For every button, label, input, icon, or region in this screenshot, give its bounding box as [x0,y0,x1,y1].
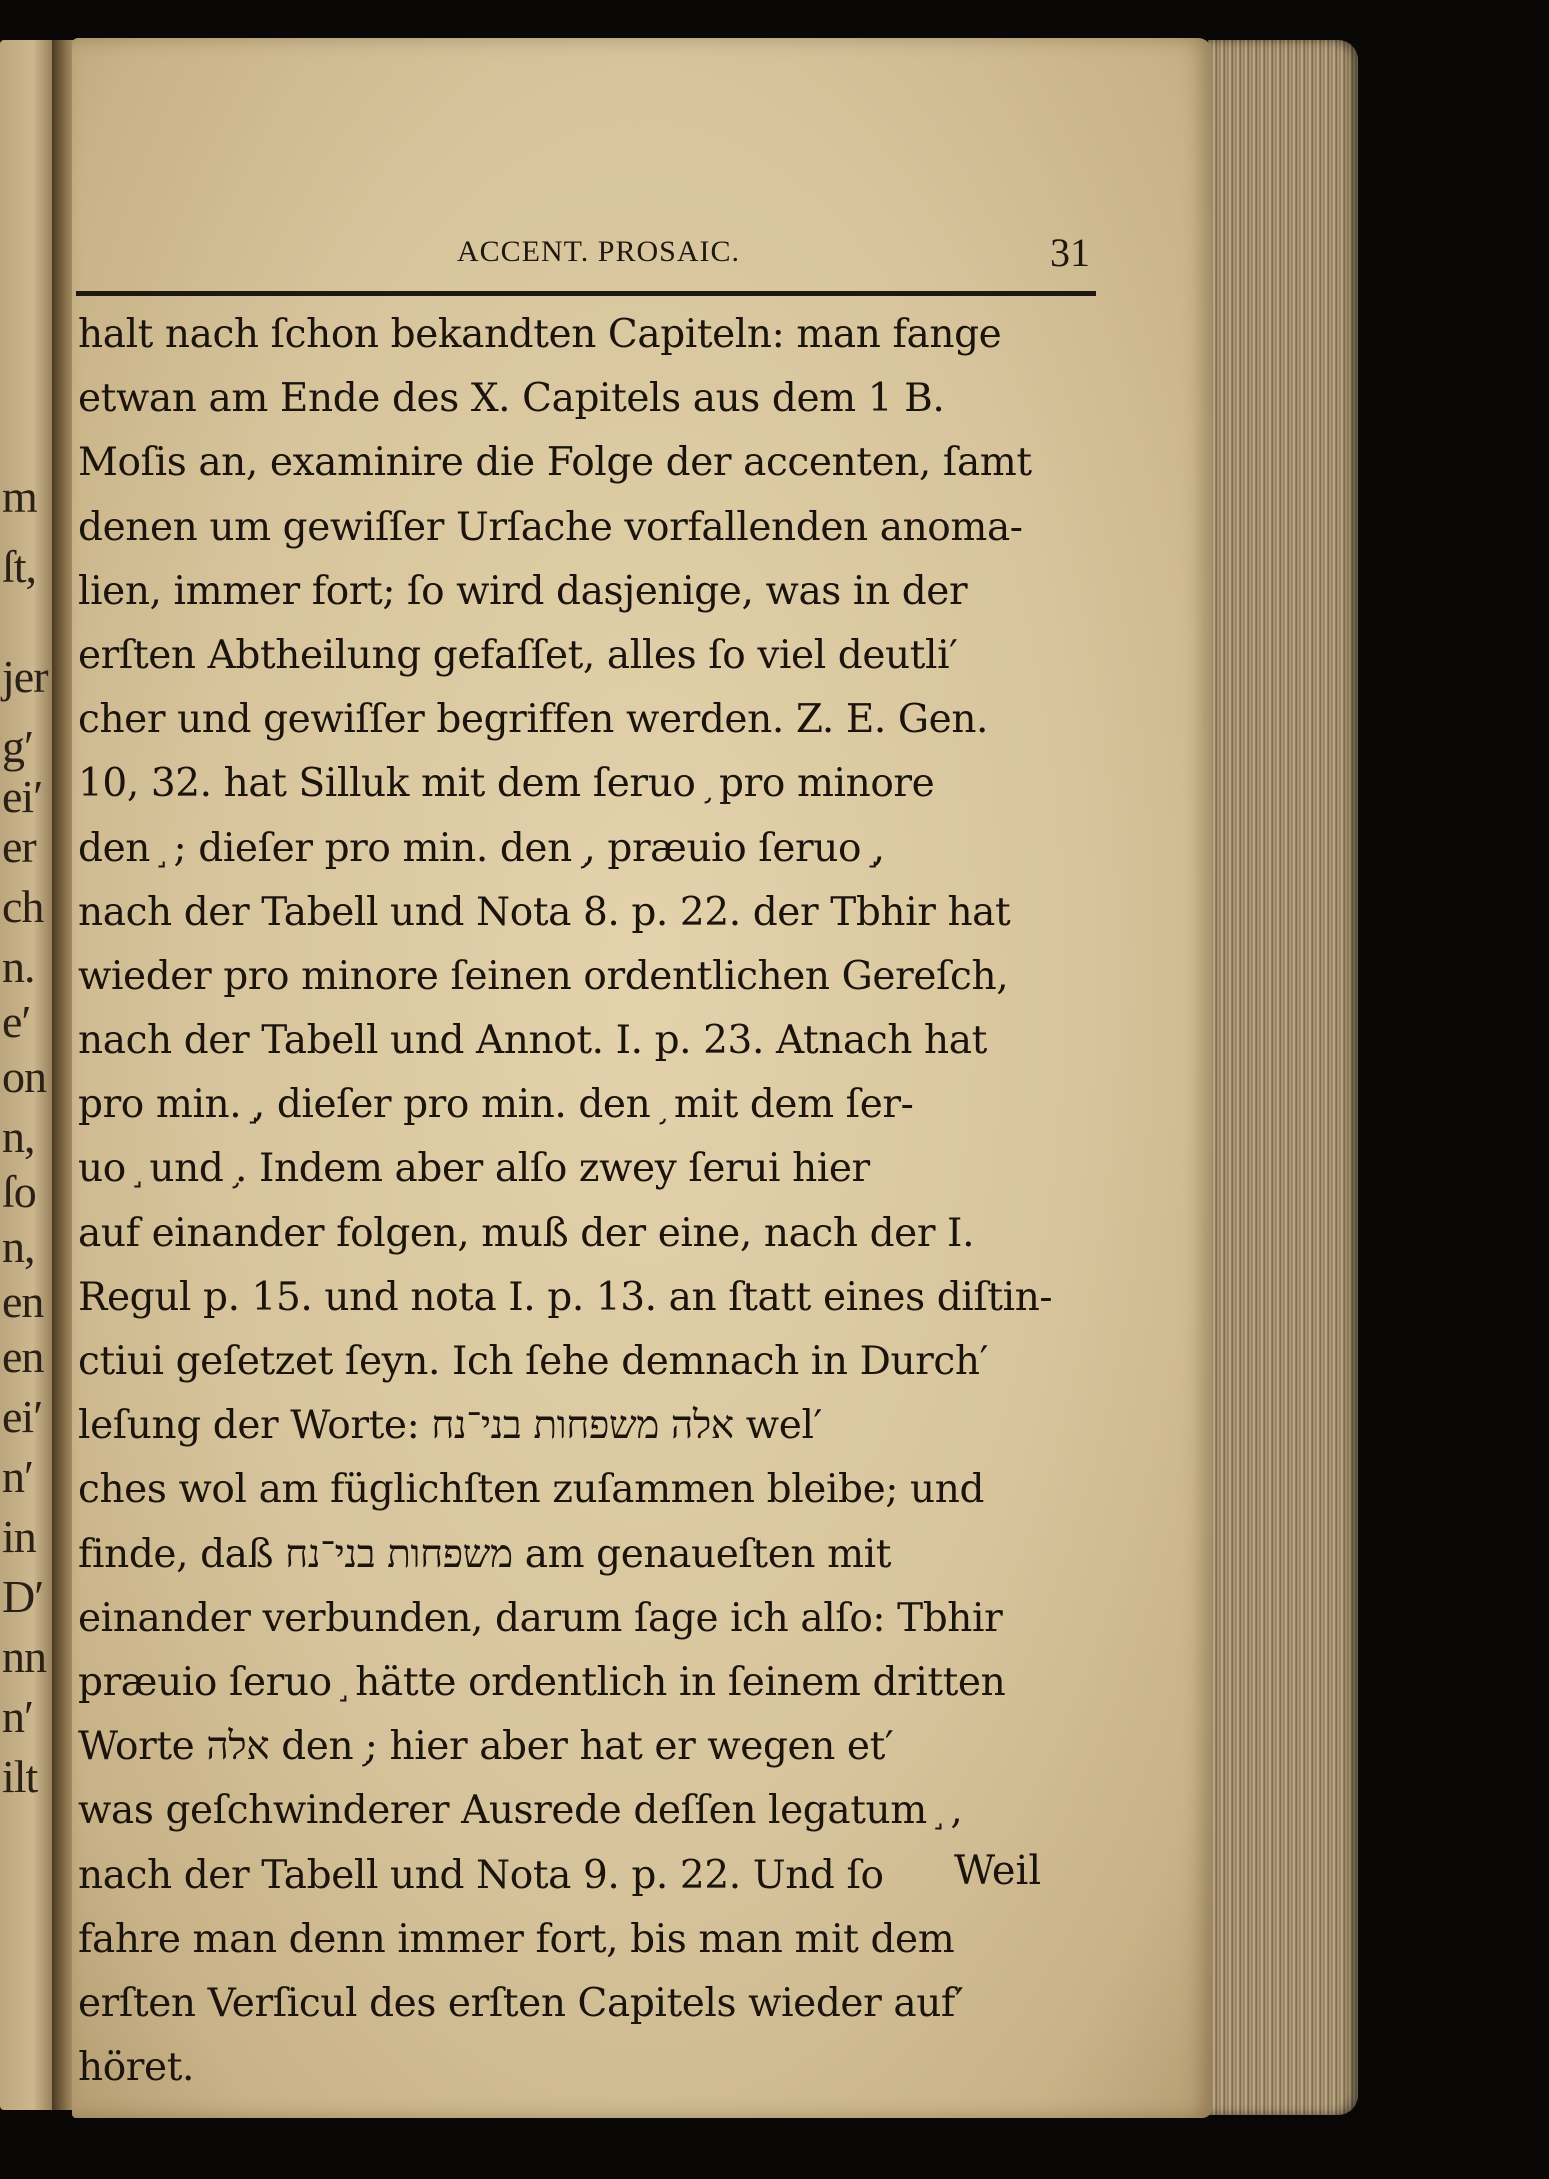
book-page [72,38,1212,2118]
text-line: den ֣ ; dieſer pro min. den ֥, præuio ſeruo ֣, [78,825,885,871]
text-line: ches wol am füglichſten zuſammen bleibe; und [78,1467,985,1513]
text-line: uo ֣ und ֥. Indem aber alſo zwey ſerui hier [78,1146,870,1192]
text-line: Moſis an, examinire die Folge der accenten, ſamt [78,440,1032,486]
facing-page-fragment: n′ [2,1691,34,1742]
facing-page-fragment: n, [2,1111,35,1162]
text-line: Regul p. 15. und nota I. p. 13. an ſtatt eines diſtin- [78,1274,1053,1320]
facing-page-fragment: in [2,1511,36,1562]
facing-page-fragment: en [2,1276,44,1327]
body-text [78,303,1053,2100]
facing-page-fragment: en [2,1331,44,1382]
text-line: halt nach ſchon bekandten Capiteln: man fange [78,312,1002,357]
text-line: ctiui geſetzet ſeyn. Ich ſehe demnach in Durch′ [78,1339,989,1384]
facing-page-fragment: nn [2,1631,46,1682]
text-line: nach der Tabell und Nota 8. p. 22. der Tbhir hat [78,889,1011,935]
facing-page-fragment: m [2,471,37,522]
text-line: erſten Verſicul des erſten Capitels wieder auf′ [78,1980,964,2026]
facing-page-fragment: g′ [2,721,34,772]
text-line: was geſchwinderer Ausrede deſſen legatum ֣ , [78,1788,963,1834]
facing-page-fragment: D′ [2,1571,44,1622]
facing-page-fragment: n. [2,941,35,992]
page-number: 31 [1050,230,1090,275]
page-header [72,230,1212,295]
facing-page-edge [0,40,55,2110]
facing-page-fragment: er [2,821,36,872]
text-line: wieder pro minore ſeinen ordentlichen Gereſch, [78,953,1009,999]
facing-page-fragment: n′ [2,1451,34,1502]
text-line: etwan am Ende des X. Capitels aus dem 1 B. [78,376,945,422]
facing-page-fragment: n, [2,1221,35,1272]
text-line: Worte אלה den ֥; hier aber hat er wegen et′ [78,1724,894,1770]
page-edges [1208,40,1358,2115]
facing-page-fragment: ei′ [2,771,43,822]
catchword: Weil [954,1848,1042,1894]
text-line: fahre man denn immer fort, bis man mit dem [78,1916,955,1962]
facing-page-fragment: ſo [2,1166,36,1217]
facing-page-fragment: ilt [2,1751,38,1802]
facing-page-fragment: ch [2,881,44,932]
text-line: lien, immer fort; ſo wird dasjenige, was in der [78,568,968,614]
text-line: præuio ſeruo ֣ hätte ordentlich in ſeinem dritten [78,1659,1006,1705]
text-line: erſten Abtheilung gefaſſet, alles ſo viel deutli′ [78,632,958,678]
text-line: pro min. ֣, dieſer pro min. den ֥ mit dem ſer- [78,1082,914,1128]
text-line: auf einander folgen, muß der eine, nach der I. [78,1210,975,1256]
text-line: cher und gewiſſer begriffen werden. Z. E. Gen. [78,697,989,743]
running-head: ACCENT. PROSAIC. [457,235,740,268]
text-line: nach der Tabell und Nota 9. p. 22. Und ſo [78,1852,884,1898]
text-line: 10, 32. hat Silluk mit dem ſeruo ֥ pro minore [78,761,935,807]
header-rule [76,291,1096,296]
text-line: finde, daß משפחות בני־נח am genaueſten mit [78,1531,892,1577]
text-line: leſung der Worte: אלה משפחות בני־נח wel′ [78,1403,823,1449]
text-line: höret. [78,2045,194,2091]
facing-page-fragment: on [2,1051,46,1102]
facing-page-fragment: jer [2,651,48,702]
text-line: einander verbunden, darum ſage ich alſo: Tbhir [78,1595,1003,1641]
facing-page-fragment: ei′ [2,1391,43,1442]
facing-page-fragment: ſt, [2,541,37,592]
text-line: nach der Tabell und Annot. I. p. 23. Atnach hat [78,1018,987,1064]
facing-page-fragment: e′ [2,996,31,1047]
text-line: denen um gewiſſer Urſache vorfallenden anoma- [78,504,1023,550]
